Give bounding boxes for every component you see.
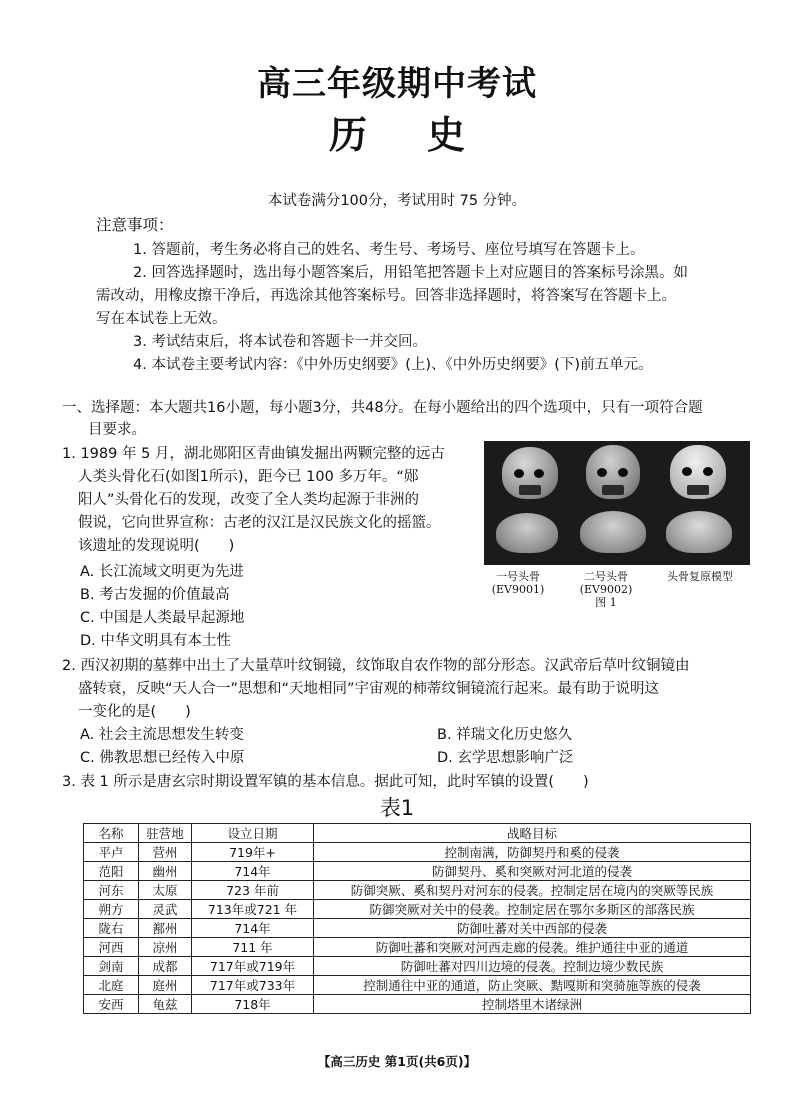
page-footer: 【高三历史 第1页(共6页)】: [317, 1054, 477, 1069]
question-1-option-a[interactable]: A. 长江流域文明更为先进: [80, 564, 244, 580]
skull-model-side: [666, 511, 732, 553]
question-1-option-b[interactable]: B. 考古发掘的价值最高: [80, 587, 230, 603]
notice-item-3: 3. 考试结束后，将本试卷和答题卡一并交回。: [133, 334, 427, 350]
subject-title: [0, 104, 794, 159]
caption-1-code: (EV9001): [491, 583, 545, 596]
skull-side-2: [580, 511, 646, 553]
question-1-option-d[interactable]: D. 中华文明具有本土性: [80, 633, 231, 649]
cell-date: 718年: [192, 995, 314, 1014]
table-row: [84, 957, 751, 976]
figure-label: 图 1: [595, 596, 617, 609]
table-row: [84, 862, 751, 881]
question-2-line-3: 一变化的是( ): [78, 704, 191, 720]
cell-date: 717年或733年: [192, 976, 314, 995]
table-title: 表1: [379, 796, 415, 820]
skull-front-2: [586, 445, 640, 499]
figure-caption-3: 头骨复原模型: [667, 570, 733, 583]
caption-2-name: 二号头骨: [584, 570, 628, 583]
cell-garrison: 营州: [139, 843, 192, 862]
caption-2-code: (EV9002): [579, 583, 633, 596]
table-row: [84, 843, 751, 862]
cell-garrison: 幽州: [139, 862, 192, 881]
question-2-option-a[interactable]: A. 社会主流思想发生转变: [80, 727, 244, 743]
question-2-option-d[interactable]: D. 玄学思想影响广泛: [437, 750, 574, 766]
cell-garrison: 灵武: [139, 900, 192, 919]
skull-model-front: [670, 445, 726, 499]
cell-date: 719年+: [192, 843, 314, 862]
question-1-line: 该遗址的发现说明( ): [78, 538, 235, 554]
cell-name: 剑南: [84, 957, 139, 976]
table-row: [84, 919, 751, 938]
notice-item-4: 4. 本试卷主要考试内容：《中外历史纲要》(上)、《中外历史纲要》(下)前五单元。: [133, 357, 653, 373]
question-3-stem: 3. 表 1 所示是唐玄宗时期设置军镇的基本信息。据此可知，此时军镇的设置( ): [62, 774, 589, 790]
cell-goal: 控制南满，防御契丹和奚的侵袭: [314, 843, 751, 862]
cell-name: 河西: [84, 938, 139, 957]
question-2-option-c[interactable]: C. 佛教思想已经传入中原: [80, 750, 245, 766]
header-garrison: 驻营地: [139, 824, 192, 843]
table-row: [84, 938, 751, 957]
cell-name: 北庭: [84, 976, 139, 995]
cell-goal: 防御吐蕃对关中西部的侵袭: [314, 919, 751, 938]
cell-garrison: 太原: [139, 881, 192, 900]
notice-item-2-line-2: 需改动，用橡皮擦干净后，再选涂其他答案标号。回答非选择题时，将答案写在答题卡上。: [96, 288, 676, 304]
question-1-line: 1. 1989 年 5 月，湖北郧阳区青曲镇发掘出两颗完整的远古: [62, 446, 445, 462]
figure-caption-1: [484, 570, 552, 596]
cell-goal: 防御突厥对关中的侵袭。控制定居在鄂尔多斯区的部落民族: [314, 900, 751, 919]
question-1-option-c[interactable]: C. 中国是人类最早起源地: [80, 610, 245, 626]
cell-name: 范阳: [84, 862, 139, 881]
notice-item-2-line-1: 2. 回答选择题时，选出每小题答案后，用铅笔把答题卡上对应题目的答案标号涂黑。如: [133, 265, 688, 281]
figure-caption-2: [572, 570, 640, 609]
table-row: [84, 900, 751, 919]
cell-date: 714年: [192, 919, 314, 938]
question-2-line-2: 盛转衰，反映“天人合一”思想和“天地相同”宇宙观的柿蒂纹铜镜流行起来。最有助于说明这: [78, 681, 660, 697]
cell-name: 平卢: [84, 843, 139, 862]
header-date: 设立日期: [192, 824, 314, 843]
cell-name: 安西: [84, 995, 139, 1014]
table-header-row: [84, 824, 751, 843]
cell-goal: 防御吐蕃和突厥对河西走廊的侵袭。维护通往中亚的通道: [314, 938, 751, 957]
question-2-option-b[interactable]: B. 祥瑞文化历史悠久: [437, 727, 573, 743]
cell-garrison: 鄯州: [139, 919, 192, 938]
cell-goal: 防御契丹、奚和突厥对河北道的侵袭: [314, 862, 751, 881]
subject-char-2: 史: [427, 113, 466, 157]
cell-date: 713年或721 年: [192, 900, 314, 919]
notice-item-1: 1. 答题前，考生务必将自己的姓名、考生号、考场号、座位号填写在答题卡上。: [133, 242, 645, 258]
section-heading-line-2: 目要求。: [88, 422, 146, 438]
caption-1-name: 一号头骨: [496, 570, 540, 583]
cell-name: 河东: [84, 881, 139, 900]
cell-garrison: 庭州: [139, 976, 192, 995]
skull-front-1: [502, 447, 558, 499]
question-1-stem: [62, 443, 482, 558]
cell-goal: 控制通往中亚的通道，防止突厥、黠嘎斯和突骑施等族的侵袭: [314, 976, 751, 995]
cell-garrison: 龟兹: [139, 995, 192, 1014]
cell-name: 陇右: [84, 919, 139, 938]
subject-char-1: 历: [328, 113, 367, 157]
cell-date: 714年: [192, 862, 314, 881]
cell-goal: 防御吐蕃对四川边境的侵袭。控制边境少数民族: [314, 957, 751, 976]
question-1-line: 假说，它向世界宣称：古老的汉江是汉民族文化的摇篮。: [78, 515, 441, 531]
table-row: [84, 881, 751, 900]
question-1-line: 阳人”头骨化石的发现，改变了全人类均起源于非洲的: [78, 492, 420, 508]
table-row: [84, 995, 751, 1014]
skull-side-1: [496, 513, 558, 553]
military-towns-table: [83, 823, 751, 1014]
cell-garrison: 凉州: [139, 938, 192, 957]
cell-goal: 防御突厥、奚和契丹对河东的侵袭。控制定居在境内的突厥等民族: [314, 881, 751, 900]
skull-fossils-photo: [484, 441, 750, 565]
header-goal: 战略目标: [314, 824, 751, 843]
exam-title: 高三年级期中考试: [257, 64, 537, 104]
cell-name: 朔方: [84, 900, 139, 919]
question-1-line: 人类头骨化石(如图1所示)，距今已 100 多万年。“郧: [78, 469, 419, 485]
cell-garrison: 成都: [139, 957, 192, 976]
cell-date: 711 年: [192, 938, 314, 957]
cell-date: 723 年前: [192, 881, 314, 900]
question-2-line-1: 2. 西汉初期的墓葬中出土了大量草叶纹铜镜，纹饰取自农作物的部分形态。汉武帝后草叶纹铜镜由: [62, 658, 690, 674]
table-row: [84, 976, 751, 995]
exam-info: 本试卷满分100分，考试用时 75 分钟。: [267, 193, 527, 209]
section-heading-line-1: 一、选择题：本大题共16小题，每小题3分，共48分。在每小题给出的四个选项中，只有一项符合题: [62, 400, 703, 416]
cell-date: 717年或719年: [192, 957, 314, 976]
notice-item-2-line-3: 写在本试卷上无效。: [96, 311, 227, 327]
cell-goal: 控制塔里木诸绿洲: [314, 995, 751, 1014]
header-name: 名称: [84, 824, 139, 843]
notice-heading: 注意事项：: [96, 216, 174, 234]
